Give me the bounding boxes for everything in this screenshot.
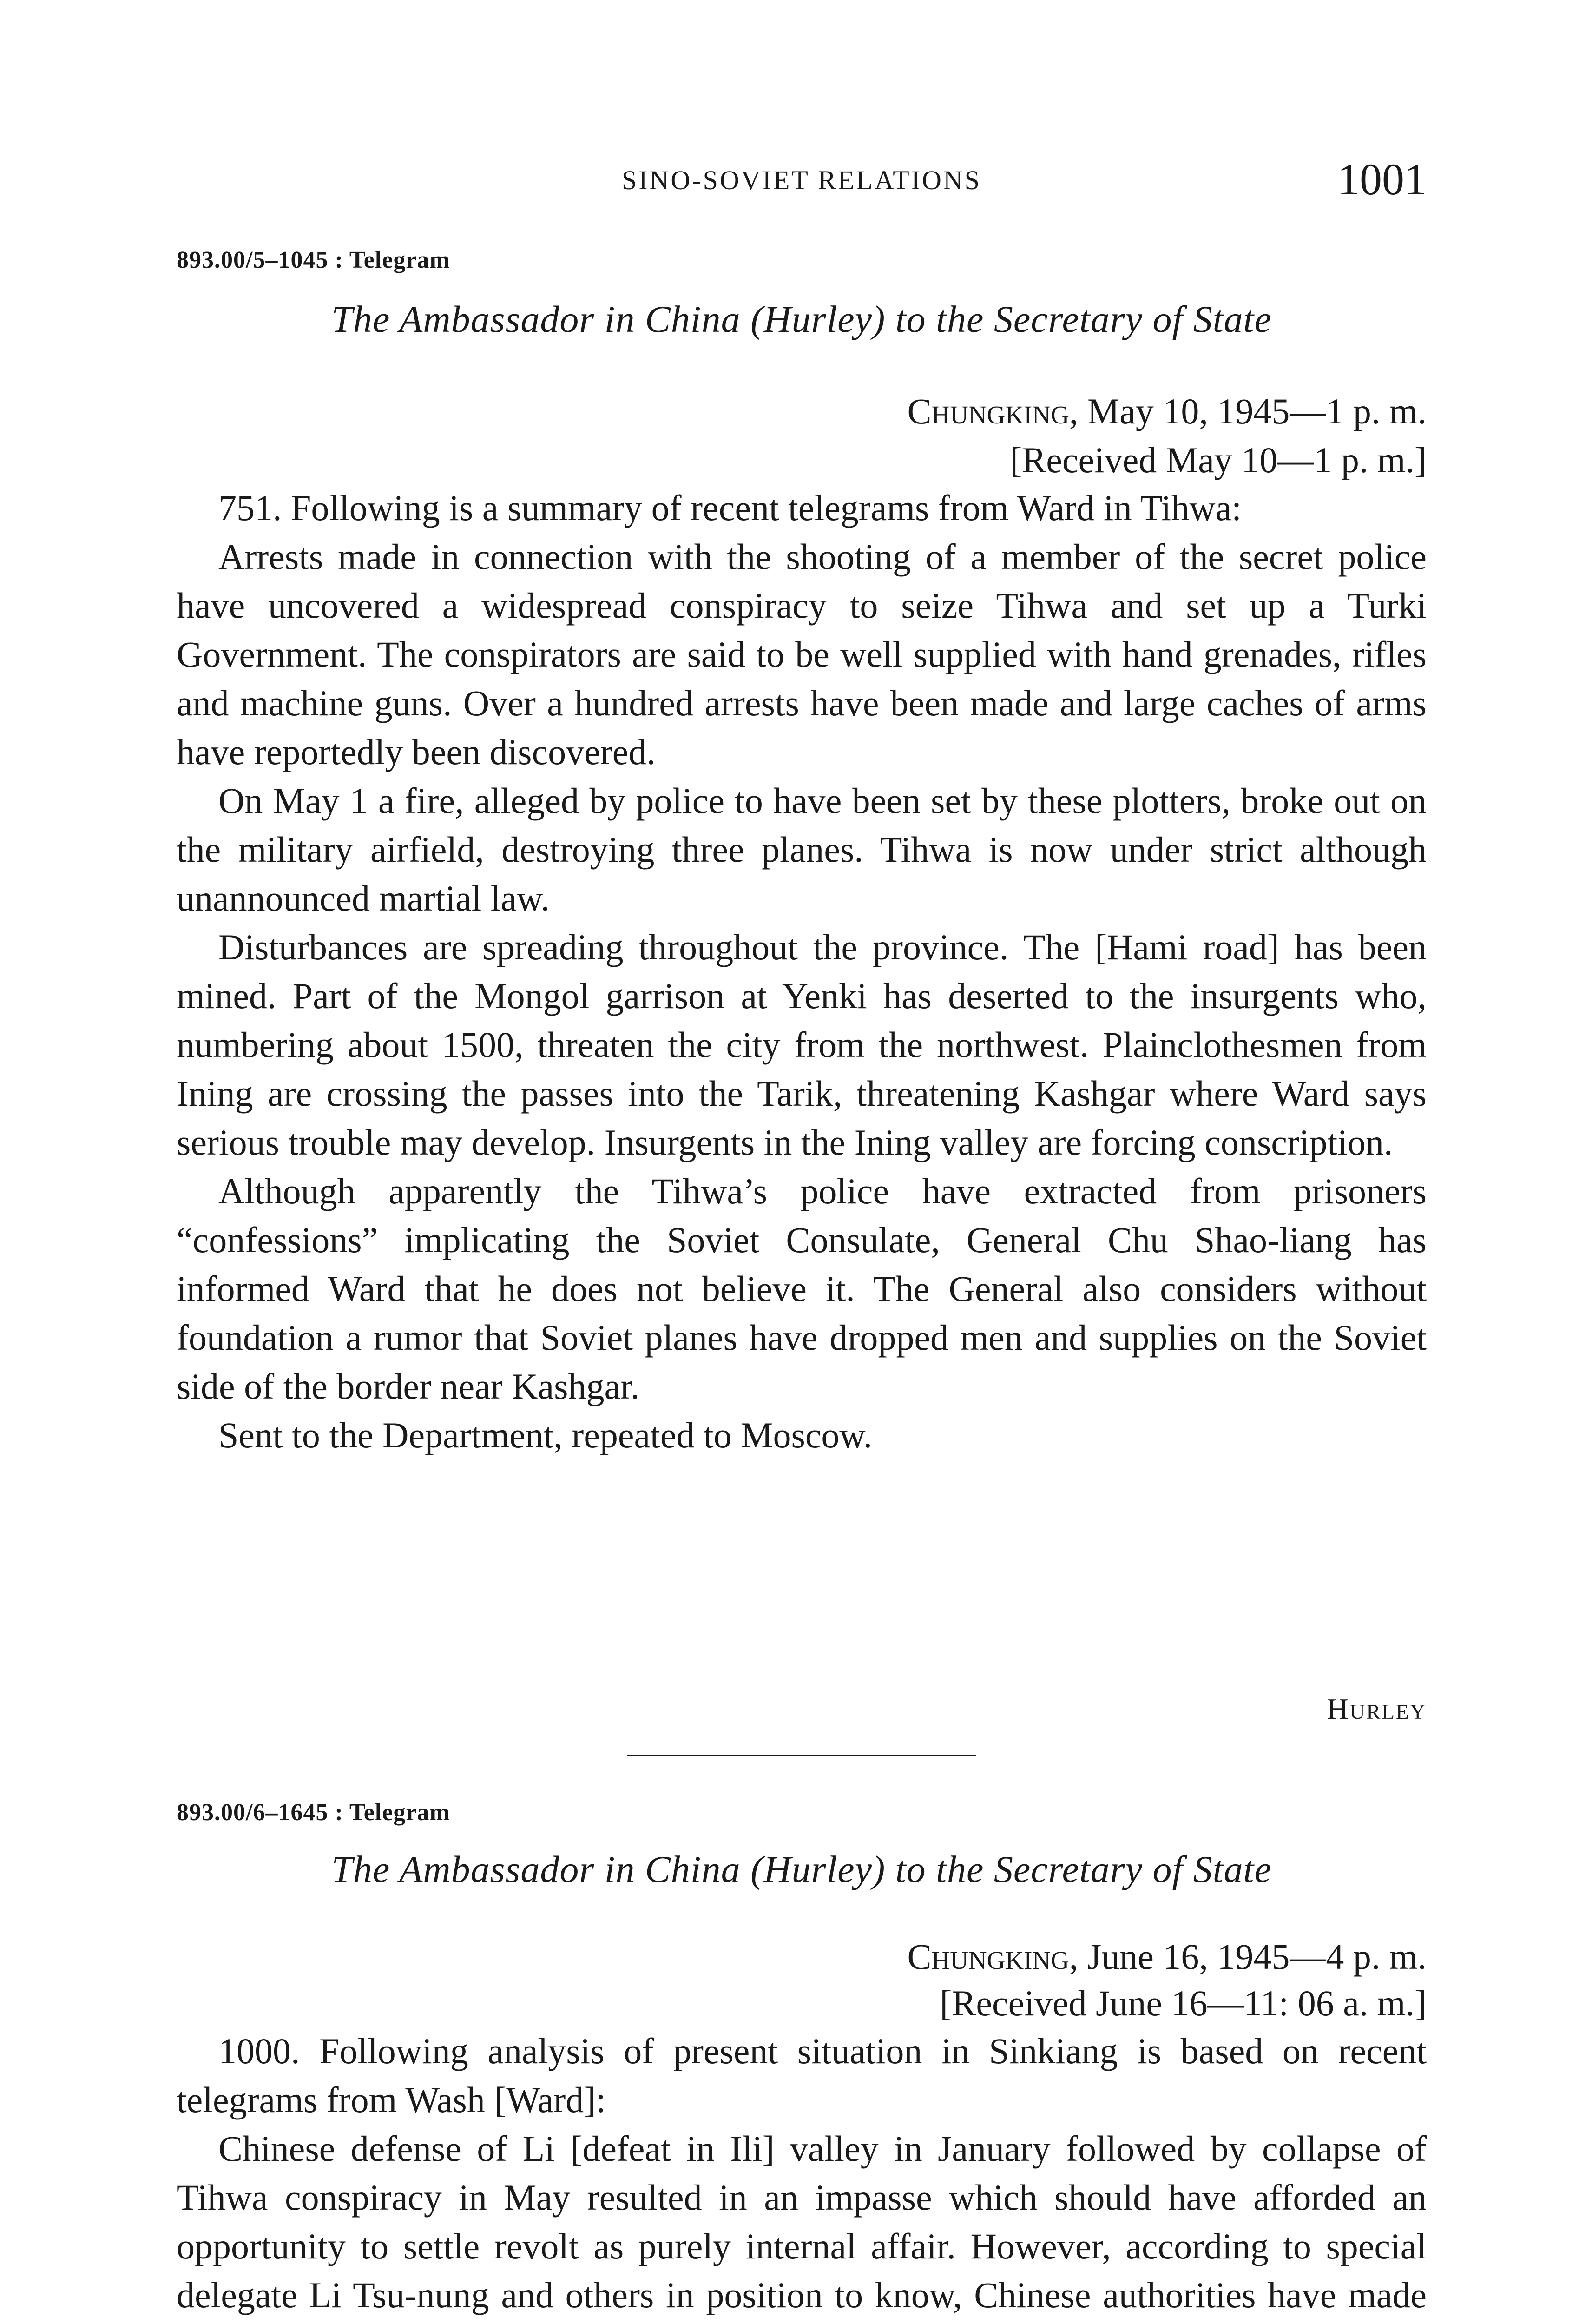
dateline-date-1: May 10, 1945—1 p. m. [1087, 391, 1427, 431]
signature: Hurley [1327, 1692, 1427, 1725]
dateline-2 [907, 1936, 1427, 1978]
section-divider [627, 1755, 976, 1756]
file-reference-2: 893.00/6–1645 : Telegram [177, 1799, 450, 1826]
paragraph: Arrests made in connection with the shooting of a member of the secret police have uncovered a widespread conspiracy to seize Tihwa and set up a Turki Government. The conspirators are said to be well supplied with hand grenades, rifles and machine guns. Over a hundred arrests have been made and large caches of arms have reportedly been discovered. [177, 536, 1427, 772]
telegram-body-2 [177, 2027, 1427, 2324]
running-head [177, 153, 1427, 205]
dateline-place-2: Chungking, [907, 1936, 1079, 1977]
received-note-2: [Received June 16—11: 06 a. m.] [940, 1983, 1427, 2023]
file-reference-1: 893.00/5–1045 : Telegram [177, 247, 450, 273]
paragraph: Sent to the Department, repeated to Moscow. [218, 1415, 873, 1455]
paragraph: Chinese defense of Li [defeat in Ili] valley in January followed by collapse of Tihwa conspiracy in May resulted in an impasse which should have afforded an opportunity to settle revolt as purely internal affair. However, according to special delegate Li Tsu-nung and others in position to know, Chinese authorities have made [177, 2128, 1427, 2315]
dateline-date-2: June 16, 1945—4 p. m. [1087, 1936, 1427, 1977]
running-title: SINO-SOVIET RELATIONS [621, 165, 982, 195]
dateline-1 [907, 390, 1427, 432]
telegram-body-1 [177, 483, 1427, 1459]
paragraph: Disturbances are spreading throughout the province. The [Hami road] has been mined. Part of the Mongol garrison at Yenki has deserted to the insurgents who, numbering about 1500, threaten the city from the northwest. Plainclothesmen from Ining are crossing the passes into the Tarik, threatening Kashgar where Ward says serious trouble may develop. Insurgents in the Ining valley are forcing conscription. [177, 927, 1427, 1162]
document-title-2: The Ambassador in China (Hurley) to the Secretary of State [331, 1848, 1272, 1890]
paragraph: On May 1 a fire, alleged by police to have been set by these plotters, broke out on the military airfield, destroying three planes. Tihwa is now under strict although unannounced martial law. [177, 780, 1427, 918]
page-number: 1001 [1337, 154, 1427, 204]
paragraph: 751. Following is a summary of recent telegrams from Ward in Tihwa: [218, 488, 1242, 528]
received-note-1: [Received May 10—1 p. m.] [1010, 440, 1427, 480]
document-title-1: The Ambassador in China (Hurley) to the Secretary of State [331, 298, 1272, 340]
paragraph: 1000. Following analysis of present situation in Sinkiang is based on recent telegrams from Wash [Ward]: [177, 2031, 1427, 2120]
paragraph: Although apparently the Tihwa’s police have extracted from prisoners “confessions” implicating the Soviet Consulate, General Chu Shao-liang has informed Ward that he does not believe it. The General also considers without foundation a rumor that Soviet planes have dropped men and supplies on the Soviet side of the border near Kashgar. [177, 1171, 1427, 1406]
dateline-place-1: Chungking, [907, 391, 1079, 431]
document-page [177, 0, 1427, 2324]
